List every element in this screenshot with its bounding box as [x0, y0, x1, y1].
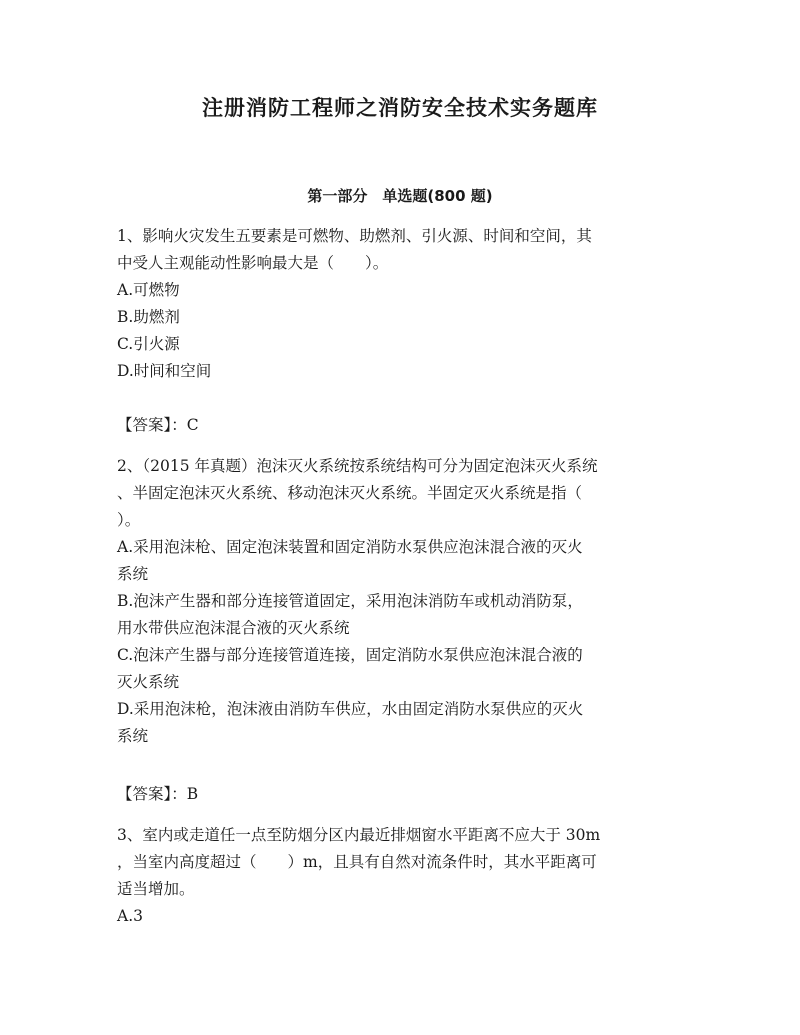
- option-a-continued: 系统: [117, 565, 149, 583]
- question-stem-line: ，当室内高度超过（ ）m，且具有自然对流条件时，其水平距离可: [117, 853, 597, 871]
- option-a: A.3: [117, 907, 143, 925]
- option-b: B.助燃剂: [117, 308, 180, 326]
- option-c: C.泡沫产生器与部分连接管道连接，固定消防水泵供应泡沫混合液的: [117, 646, 583, 664]
- option-c: C.引火源: [117, 335, 180, 353]
- option-b: B.泡沫产生器和部分连接管道固定，采用泡沫消防车或机动消防泵，: [117, 592, 583, 610]
- option-d: D.采用泡沫枪，泡沫液由消防车供应，水由固定消防水泵供应的灭火: [117, 700, 584, 718]
- question-stem-line: 2、（2015 年真题）泡沫灭火系统按系统结构可分为固定泡沫灭火系统: [117, 457, 598, 475]
- section-title: 第一部分 单选题(800 题): [307, 187, 493, 205]
- question-stem-line: 1、影响火灾发生五要素是可燃物、助燃剂、引火源、时间和空间，其: [117, 227, 592, 245]
- question-stem-line: 中受人主观能动性影响最大是（ ）。: [117, 254, 389, 272]
- option-d-continued: 系统: [117, 727, 149, 745]
- option-c-continued: 灭火系统: [117, 673, 180, 691]
- answer-line: 【答案】：C: [117, 416, 199, 434]
- answer-line: 【答案】：B: [117, 785, 199, 803]
- option-a: A.可燃物: [117, 281, 180, 299]
- question-stem-line: 、半固定泡沫灭火系统、移动泡沫灭火系统。半固定灭火系统是指（: [117, 484, 583, 502]
- option-d: D.时间和空间: [117, 362, 212, 380]
- question-stem-line: 3、室内或走道任一点至防烟分区内最近排烟窗水平距离不应大于 30m: [117, 826, 601, 844]
- document-title: 注册消防工程师之消防安全技术实务题库: [202, 96, 598, 120]
- option-b-continued: 用水带供应泡沫混合液的灭火系统: [117, 619, 350, 637]
- question-stem-line: 适当增加。: [117, 880, 195, 898]
- option-a: A.采用泡沫枪、固定泡沫装置和固定消防水泵供应泡沫混合液的灭火: [117, 538, 583, 556]
- question-stem-line: ）。: [117, 511, 141, 529]
